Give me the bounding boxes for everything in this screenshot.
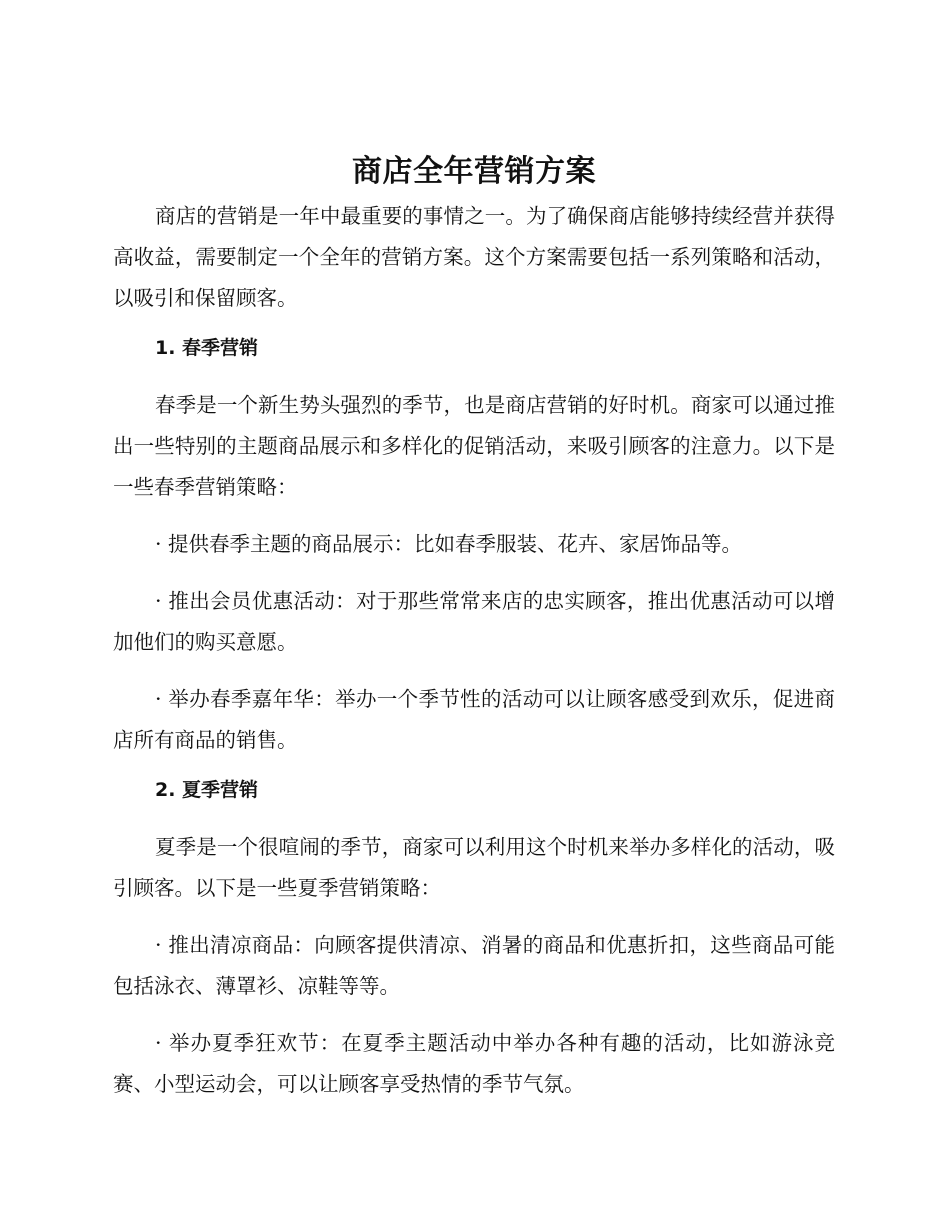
section-spring	[113, 335, 835, 761]
section-heading: 1. 春季营销	[155, 337, 259, 359]
bullet-paragraph: · 提供春季主题的商品展示：比如春季服装、花卉、家居饰品等。	[155, 532, 743, 556]
section-paragraph: 春季是一个新生势头强烈的季节，也是商店营销的好时机。商家可以通过推出一些特别的主题商品展示和多样化的促销活动，来吸引顾客的注意力。以下是一些春季营销策略：	[113, 393, 835, 499]
section-paragraph: 夏季是一个很喧闹的季节，商家可以利用这个时机来举办多样化的活动，吸引顾客。以下是一些夏季营销策略：	[113, 835, 835, 900]
document-title: 商店全年营销方案	[352, 154, 596, 189]
bullet-paragraph: · 推出会员优惠活动：对于那些常常来店的忠实顾客，推出优惠活动可以增加他们的购买意愿。	[113, 589, 835, 654]
bullet-paragraph: · 举办春季嘉年华：举办一个季节性的活动可以让顾客感受到欢乐，促进商店所有商品的销售。	[113, 687, 835, 752]
section-heading: 2. 夏季营销	[155, 779, 259, 801]
bullet-paragraph: · 推出清凉商品：向顾客提供清凉、消暑的商品和优惠折扣，这些商品可能包括泳衣、薄罩衫、凉鞋等等。	[113, 933, 835, 998]
intro-paragraph: 商店的营销是一年中最重要的事情之一。为了确保商店能够持续经营并获得高收益，需要制定一个全年的营销方案。这个方案需要包括一系列策略和活动，以吸引和保留顾客。	[113, 204, 835, 310]
bullet-paragraph: · 举办夏季狂欢节：在夏季主题活动中举办各种有趣的活动，比如游泳竞赛、小型运动会，可以让顾客享受热情的季节气氛。	[113, 1031, 835, 1096]
section-summer	[113, 777, 835, 1105]
document-body	[113, 150, 835, 1121]
